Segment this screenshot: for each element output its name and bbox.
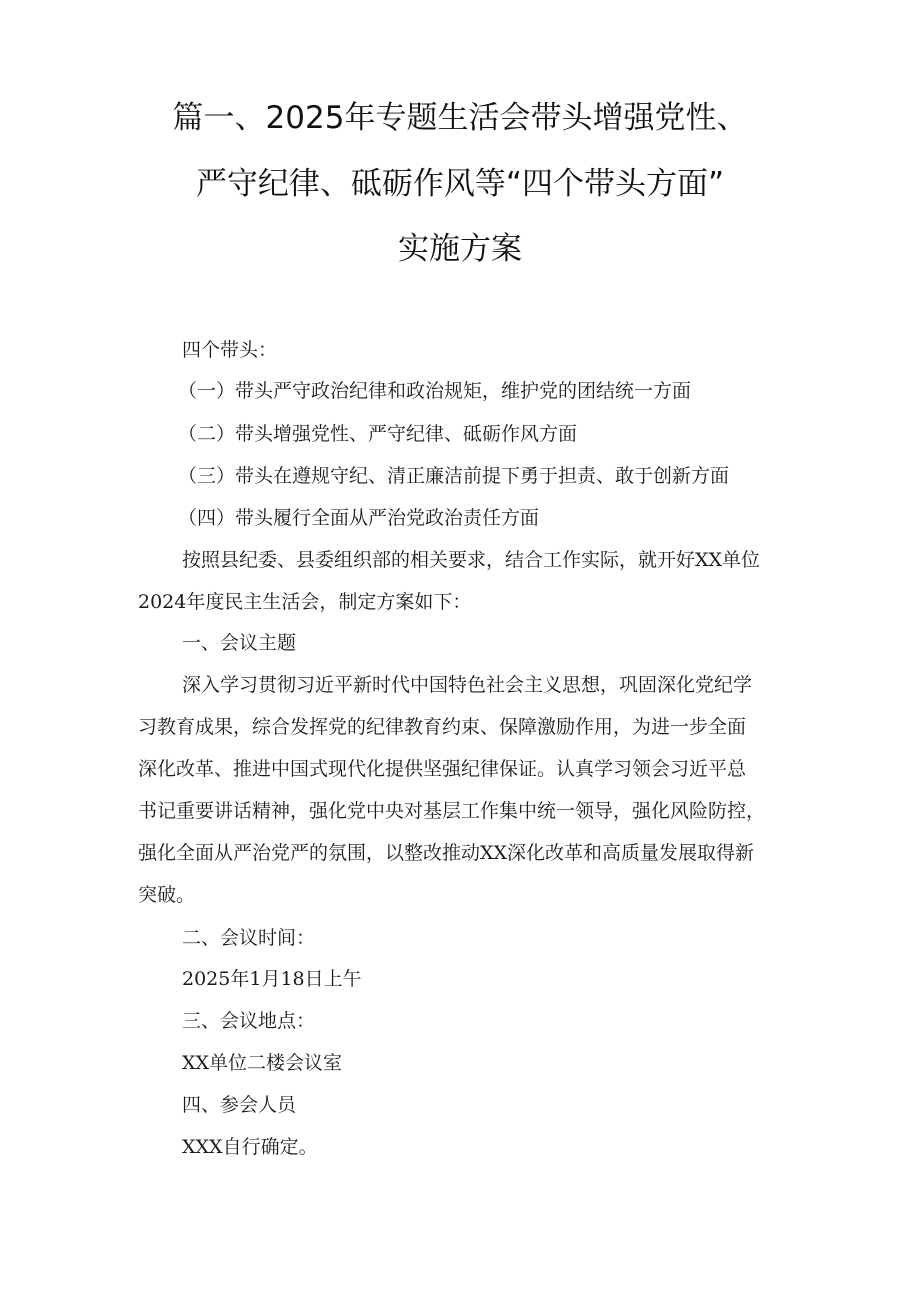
section1-line-2: 习教育成果，综合发挥党的纪律教育约束、保障激励作用，为进一步全面: [138, 716, 747, 738]
four-leads-item-4: （四）带头履行全面从严治党政治责任方面: [178, 507, 540, 529]
four-leads-heading: 四个带头：: [182, 339, 278, 361]
attendees-value: XXX自行确定。: [182, 1136, 318, 1158]
section4-heading: 四、参会人员: [182, 1094, 297, 1116]
section1-line-5: 强化全面从严治党严的氛围，以整改推动XX深化改革和高质量发展取得新: [138, 842, 755, 864]
intro-line-1: 按照县纪委、县委组织部的相关要求，结合工作实际，就开好XX单位: [182, 549, 761, 571]
intro-line-2: 2024年度民主生活会，制定方案如下：: [138, 591, 472, 613]
meeting-time-value: 2025年1月18日上午: [182, 968, 362, 990]
section3-heading: 三、会议地点：: [182, 1010, 316, 1032]
document-title-line-2: 严守纪律、砥砺作风等“四个带头方面”: [195, 166, 725, 202]
meeting-location-value: XX单位二楼会议室: [182, 1052, 343, 1074]
section1-line-6: 突破。: [138, 884, 196, 906]
section1-line-4: 书记重要讲话精神，强化党中央对基层工作集中统一领导，强化风险防控，: [138, 800, 766, 822]
section2-heading: 二、会议时间：: [182, 927, 316, 949]
section1-line-1: 深入学习贯彻习近平新时代中国特色社会主义思想，巩固深化党纪学: [182, 674, 753, 696]
section1-heading: 一、会议主题: [182, 632, 297, 654]
four-leads-item-1: （一）带头严守政治纪律和政治规矩，维护党的团结统一方面: [178, 380, 692, 402]
document-title-line-1: 篇一、2025年专题生活会带头增强党性、: [172, 100, 748, 136]
four-leads-item-3: （三）带头在遵规守纪、清正廉洁前提下勇于担责、敢于创新方面: [178, 465, 730, 487]
section1-line-3: 深化改革、推进中国式现代化提供坚强纪律保证。认真学习领会习近平总: [138, 758, 747, 780]
document-title-line-3: 实施方案: [398, 231, 522, 267]
four-leads-item-2: （二）带头增强党性、严守纪律、砥砺作风方面: [178, 423, 578, 445]
